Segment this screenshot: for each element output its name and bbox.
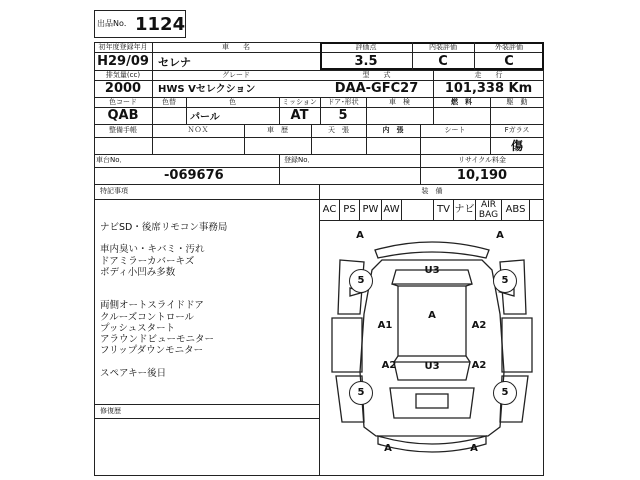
recycle-fee: 10,190 — [456, 168, 508, 183]
mark-front-right: A — [496, 230, 504, 241]
equipment-item: ABS — [502, 199, 530, 221]
front-glass-label: Fガラス — [504, 126, 530, 134]
interior-grade: C — [438, 54, 448, 69]
chassis-number: -069676 — [164, 168, 224, 183]
front-glass-value: 傷 — [510, 139, 523, 153]
equipment-row — [320, 199, 544, 221]
model-code-label: 型 式 — [362, 71, 391, 79]
chassis-number-label: 車台No． — [96, 156, 127, 164]
drive-label: 駆 動 — [506, 98, 528, 106]
color-code-label: 色コード — [109, 98, 137, 106]
note-line: フリップダウンモニター — [100, 345, 204, 357]
mark-rear-left: A — [384, 443, 392, 454]
mark-front-left: A — [356, 230, 364, 241]
lot-number-box — [94, 10, 186, 38]
mark-floor: U3 — [424, 361, 440, 372]
note-line: ドアミラーカバーキズ — [100, 255, 195, 267]
tire-front-left: 5 — [349, 269, 373, 293]
mark-left-rear: A2 — [381, 360, 397, 371]
doors: 5 — [338, 108, 348, 123]
fuel-label: 燃 料 — [451, 98, 472, 106]
interior-grade-label: 内装評価 — [429, 43, 457, 51]
equipment-item: AW — [382, 199, 402, 221]
displacement: 2000 — [104, 81, 142, 96]
score-label: 評価点 — [355, 43, 377, 51]
note-line: 車内臭い・キバミ・汚れ — [100, 244, 205, 256]
car-name-label: 車 名 — [222, 43, 250, 51]
inspection-label: 車 検 — [389, 98, 410, 106]
first-registration: H29/09 — [97, 54, 149, 69]
mark-right-front-door: A2 — [471, 320, 487, 331]
mark-roof-center: A — [428, 310, 436, 321]
service-book-label: 整備手帳 — [109, 126, 137, 134]
note-line: クルーズコントロール — [100, 311, 195, 323]
door-shape-label: ドア･形状 — [327, 98, 359, 106]
model-code: DAA-GFC27 — [334, 81, 419, 96]
vehicle-history-label: 車 歴 — [267, 126, 288, 134]
mark-rear-right: A — [470, 443, 478, 454]
grade-label: グレード — [222, 71, 250, 79]
notes-title: 特記事項 — [100, 187, 128, 195]
color-code: QAB — [107, 108, 139, 123]
note-line: ナビSD・後席リモコン事務局 — [100, 222, 228, 233]
score: 3.5 — [354, 54, 378, 69]
transmission: AT — [290, 108, 309, 123]
mileage-label: 走 行 — [474, 71, 503, 79]
lot-label: 出品No． — [97, 19, 132, 28]
equipment-item: PW — [360, 199, 382, 221]
transmission-label: ミッション — [282, 98, 317, 106]
equipment-item — [402, 199, 434, 221]
equipment-item: AIR BAG — [476, 199, 502, 221]
car-diagram — [320, 222, 544, 474]
exterior-grade: C — [504, 54, 514, 69]
displacement-label: 排気量(cc) — [105, 71, 141, 79]
registration-number-label: 登録No． — [284, 156, 315, 164]
seat-label: シート — [444, 126, 466, 134]
mileage: 101,338 Km — [444, 81, 533, 96]
lot-number: 1124 — [135, 14, 186, 35]
nox-label: ＮＯＸ — [187, 126, 209, 134]
note-line: プッシュスタート — [100, 322, 176, 334]
note-line: ボディ小凹み多数 — [100, 266, 176, 278]
equipment-item: PS — [340, 199, 360, 221]
mark-right-rear: A2 — [471, 360, 487, 371]
headliner-label: 天 張 — [328, 126, 349, 134]
color-change-label: 色替 — [162, 98, 176, 106]
first-registration-label: 初年度登録年月 — [98, 43, 148, 51]
repair-history-label: 修復歴 — [100, 407, 121, 415]
car-name: セレナ — [158, 56, 191, 69]
interior-trim-label: 内 張 — [382, 126, 404, 134]
equipment-item: AC — [320, 199, 340, 221]
tire-front-right: 5 — [493, 269, 517, 293]
recycle-fee-label: リサイクル料金 — [457, 156, 507, 164]
note-line: アラウンドビューモニター — [100, 334, 215, 345]
equipment-title: 装 備 — [421, 187, 443, 195]
tire-rear-right: 5 — [493, 381, 517, 405]
mark-left-front-door: A1 — [377, 320, 393, 331]
equipment-item: ナビ — [454, 199, 476, 221]
tire-rear-left: 5 — [349, 381, 373, 405]
grade: HWS Vセレクション — [158, 84, 256, 95]
color: パール — [190, 112, 220, 123]
note-line: スペアキー後日 — [100, 367, 167, 379]
note-line: 両側オートスライドドア — [100, 300, 204, 312]
mark-roof: U3 — [424, 265, 440, 276]
equipment-item: TV — [434, 199, 454, 221]
color-label: 色 — [229, 98, 236, 106]
exterior-grade-label: 外装評価 — [495, 43, 523, 51]
